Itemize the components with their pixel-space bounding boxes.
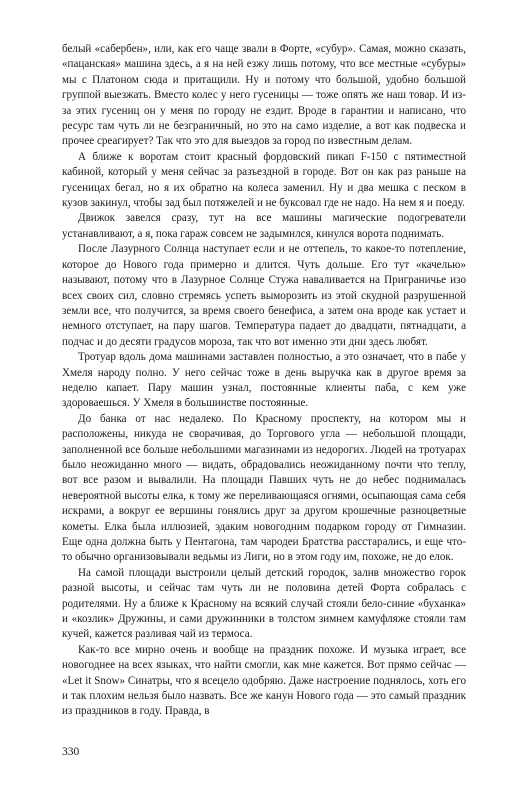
paragraph-7: На самой площади выстроили целый детский городок, залив множество горок разной высоты, и сейчас там чуть ли не половина детей Форта собралась с родителями. Ну а ближе к Красному на всякий случай стояли бело-синие «буханка» и «козлик» Дружины, и сами дружинники в толстом зимнем камуфляже стояли там кучей, кажется разливая чай из термоса. <box>62 566 466 641</box>
paragraph-4: После Лазурного Солнца наступает если и не оттепель, то какое-то потепление, которое до Нового года примерно и длится. Чуть дольше. Его тут «качелью» называют, потому что в Лазурное Солнце Стужа наваливается на Приграничье изо всех своих сил, словно стремясь успеть выморозить из этой скудной разрушенной земли все, что получится, за время своего бенефиса, а затем она вроде как устает и немного отступает, на пару шагов. Температура падает до двадцати, пятнадцати, а подчас и до десяти градусов мороза, так что вот именно эти дни здесь любят. <box>62 243 466 348</box>
paragraph-8: Как-то все мирно очень и вообще на праздник похоже. И музыка играет, все новогоднее на всех языках, что найти смогли, как мне кажется. Вот прямо сейчас — «Let it Snow» Синатры, что я всецело одобряю. Даже настроение поднялось, хоть его и так плохим нельзя было назвать. Все же канун Нового года — это самый праздник из праздников в году. Правда, в <box>62 643 466 718</box>
paragraph-2: А ближе к воротам стоит красный фордовский пикап F-150 с пятиместной кабиной, который у меня сейчас за разъездной в городе. Вот он как раз раньше на гусеницах бегал, но я их обратно на колеса заменил. Ну и два мешка с песком в кузов закинул, чтобы зад был потяжелей и не буксовал где не надо. На нем я и поеду. <box>62 150 466 210</box>
paragraph-1: белый «сабербен», или, как его чаще звали в Форте, «субур». Самая, можно сказать, «пацанская» машина здесь, а я на ней езжу лишь потому, что все местные «субуры» мы с Платоном сюда и притащили. Ну и потому что большой, удобно большой группой выезжать. Вместо колес у него гусеницы — тоже опять же наш товар. И из-за этих гусениц он у меня по городу не ездит. Вроде в гарантии и написано, что ресурс там чуть ли не безграничный, но это на само изделие, а вот как подвеска и прочее среагирует? Так что это для выездов за город по известным делам. <box>62 43 466 148</box>
paragraph-5: Тротуар вдоль дома машинами заставлен полностью, а это означает, что в пабе у Хмеля народу полно. У него сейчас тоже в день выручка как в другое время за неделю капает. Пару машин узнал, постоянные клиенты паба, с кем уже здороваешься. У Хмеля в большинстве постоянные. <box>62 351 466 410</box>
page-number: 330 <box>62 746 80 758</box>
paragraph-6: До банка от нас недалеко. По Красному проспекту, на котором мы и расположены, никуда не сворачивая, до Торгового угла — небольшой площади, заполненной все больше небольшими магазинами из недорогих. Людей на тротуарах было неожиданно много — видать, обрадовались неожиданному почти что теплу, вот все разом и вывалили. На площади Павших чуть не до небес поднималась невероятной высоты елка, к тому же переливающаяся огнями, осыпающая сама себя искрами, а вокруг ее вершины гонялись друг за другом крошечные разноцветные кометы. Елка была иллюзией, эдаким новогодним подарком городу от Гимназии. Еще одна должна быть у Пентагона, там чародеи Братства расстарались, и еще что-то обычно организовывали ведьмы из Лиги, но в этом году им, похоже, не до елок. <box>62 412 466 564</box>
book-page-text <box>62 42 466 720</box>
paragraph-3: Движок завелся сразу, тут на все машины магические подогреватели устанавливают, а я, пока гараж совсем не задымился, кинулся ворота поднимать. <box>62 212 466 240</box>
